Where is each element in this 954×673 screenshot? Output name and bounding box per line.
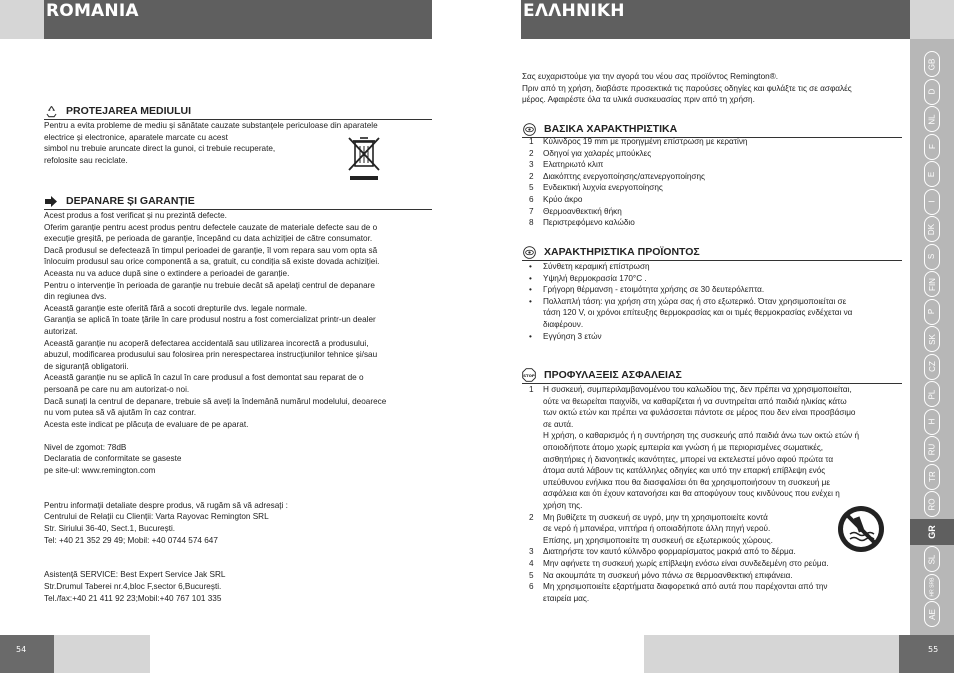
language-tab-sl[interactable] xyxy=(924,546,940,572)
language-tab-label: HR SRB xyxy=(929,577,935,596)
list-item-marker: 4 xyxy=(529,558,534,568)
list-item-text: Μη χρησιμοποιείτε εξαρτήματα διαφορετικά από αυτά που παρέχονται από την εταιρεία μας. xyxy=(543,582,828,603)
list-item xyxy=(529,284,899,296)
language-tab-ro[interactable] xyxy=(924,491,940,517)
list-item xyxy=(529,384,899,430)
no-water-icon xyxy=(836,504,886,554)
language-tab-label: F xyxy=(927,144,937,149)
language-tab-label: H xyxy=(927,418,937,425)
left-page-title: ROMANIA xyxy=(44,0,432,39)
language-tab-label: SL xyxy=(927,554,937,564)
list-item xyxy=(529,206,899,218)
list-item-marker: 1 xyxy=(529,385,534,394)
language-tab-label: E xyxy=(927,171,937,177)
language-tab-h[interactable] xyxy=(924,409,940,435)
list-item-text: Πολλαπλή τάση: για χρήση στη χώρα σας ή στο εξωτερικό. Όταν χρησιμοποιείται σε τάση 120 V, οι χρόνοι επίτευξης θερμοκρασίας και οι τιμές θερμοκρασίας ενδέχεται να διαφέρουν. xyxy=(543,296,853,329)
list-item-marker: 1 xyxy=(529,137,534,146)
language-tab-cz[interactable] xyxy=(924,354,940,380)
list-item-text: Σύνθετη κεραμική επίστρωση xyxy=(543,262,650,271)
language-tab-nl[interactable] xyxy=(924,106,940,132)
list-item xyxy=(529,182,899,194)
language-tab-label: RU xyxy=(927,443,937,455)
list-item-text: Κύλινδρος 19 mm με προηγμένη επίστρωση με κερατίνη xyxy=(543,137,748,146)
list-item-text: Εγγύηση 3 ετών xyxy=(543,331,602,341)
list-item-marker: 2 xyxy=(529,171,534,181)
language-tab-ae[interactable] xyxy=(924,601,940,627)
language-tab-label: RO xyxy=(927,498,937,510)
language-tab-label: D xyxy=(927,88,937,95)
language-tab-gr[interactable] xyxy=(910,519,954,545)
list-item-marker xyxy=(529,430,543,511)
recycle-icon xyxy=(44,104,58,118)
language-tabs xyxy=(910,39,954,635)
language-tab-label: I xyxy=(927,200,937,203)
language-tab-i[interactable] xyxy=(924,189,940,215)
stop-icon-label: STOP xyxy=(523,372,535,378)
list-item-text: Περιστρεφόμενο καλώδιο xyxy=(543,218,635,228)
eye-icon xyxy=(522,122,536,136)
intro-text: Σας ευχαριστούμε για την αγορά του νέου σας προϊόντος Remington®. Πριν από τη χρήση, διαβάστε προσεκτικά τις παρούσες οδηγίες και φυλάξτε τις σε ασφαλές μέρος. Αφαιρέστε όλα τα υλικά συσκευασίας πριν από τη χρήση. xyxy=(522,72,852,105)
env-heading-label: PROTEJAREA MEDIULUI xyxy=(66,105,192,117)
language-tab-ru[interactable] xyxy=(924,436,940,462)
list-item-marker: 3 xyxy=(529,547,534,557)
list-item-text: Κρύο άκρο xyxy=(543,194,583,204)
language-tab-label: SK xyxy=(927,333,937,345)
list-item xyxy=(529,171,899,183)
list-item-marker: 8 xyxy=(529,218,534,228)
language-tab-label: CZ xyxy=(927,361,937,372)
language-tab-dk[interactable] xyxy=(924,216,940,242)
list-item-text: Ελατηριωτό κλιπ xyxy=(543,160,604,170)
list-item-text: Θερμοανθεκτική θήκη xyxy=(543,206,622,216)
language-tab-fin[interactable] xyxy=(924,271,940,297)
language-tab-label: TR xyxy=(927,471,937,482)
language-tab-label: NL xyxy=(927,113,937,125)
language-tab-d[interactable] xyxy=(924,79,940,105)
list-item xyxy=(529,148,899,160)
list-item-marker: 3 xyxy=(529,160,534,170)
language-tab-label: GR xyxy=(927,524,937,539)
list-item xyxy=(529,570,899,582)
language-tab-label: P xyxy=(927,308,937,315)
language-tab-hr-srb[interactable] xyxy=(924,574,940,600)
product-list xyxy=(529,261,899,342)
eye-icon xyxy=(522,245,536,259)
right-page-number: 55 xyxy=(899,635,954,673)
language-tab-label: S xyxy=(927,253,937,260)
list-item-text: Μη βυθίζετε τη συσκευή σε υγρό, μην τη χρησιμοποιείτε κοντά σε νερό ή μπανιέρα, νιπτήρα ή οποιαδήποτε άλλη πηγή νερού. Επίσης, μη χρησιμοποιείτε τη συσκευή σε εξωτερικούς χώρους. xyxy=(543,512,773,545)
list-item xyxy=(529,273,899,285)
features-list xyxy=(529,136,899,229)
warranty-text: Acest produs a fost verificat și nu prezintă defecte. Oferim garanție pentru acest produs pentru defectele cauzate de materiale defecte sau de o execuție greșită, pe perioada de garanție, începând cu data achiziției de către consumator. Dacă produsul se defectează în timpul perioadei de garanție, îl vom repara sau vom opta să înlocuim produsul sau orice componentă a sa, gratuit, cu condiția să existe dovada achiziției. Aceasta nu va aduce după sine o extindere a perioadei de garanție. Pentru o intervenție în perioada de garanție nu trebuie decât să apelați centrul de depanare din regiunea dvs. Această garanție este oferită fără a socoti drepturile dvs. legale normale. Garanția se aplică în toate țările în care produsul nostru a fost comercializat printr-un dealer autorizat. Această garanție nu acoperă defectarea accidentală sau utilizarea incorectă a produsului, abuzul, modificarea produsului sau folosirea prin nerespectarea instrucțiunilor tehnice și/sau de siguranță obligatorii. Această garanție nu se aplică în cazul în care produsul a fost demontat sau reparat de o persoană pe care nu am autorizat-o noi. Dacă sunați la centrul de depanare, trebuie să aveți la îndemână numărul modelului, deoarece nu vom putea să vă ajutăm în caz contrar. Acesta este indicat pe plăcuța de evaluare de pe aparat. Nivel de zgomot: 78dB Declaratia de conformitate se gaseste pe site-ul: www.remington.com Pentru informații detaliate despre produs, vă rugăm să vă adresați : Centrului de Relații cu Clienții: Varta Rayovac Remington SRL Str. Siriului 36-40, Sect.1, București. Tel: +40 21 352 29 49; Mobil: +40 0744 574 647 Asistență SERVICE: Best Expert Service Jak SRL Str.Drumul Taberei nr.4,bloc F,sector 6,București. Tel./fax:+40 21 411 92 23;Mobil:+40 767 101 335 xyxy=(44,211,387,603)
list-item xyxy=(529,217,899,229)
product-heading-label: ΧΑΡΑΚΤΗΡΙΣΤΙΚΑ ΠΡΟΪΟΝΤΟΣ xyxy=(544,246,700,258)
language-tab-p[interactable] xyxy=(924,299,940,325)
list-item xyxy=(529,296,899,331)
list-item-text: Διατηρήστε τον καυτό κύλινδρο φορμαρίσματος μακριά από το δέρμα. xyxy=(543,547,796,557)
language-tab-label: AE xyxy=(927,608,937,620)
list-item-marker: • xyxy=(529,296,532,306)
safety-heading-label: ΠΡΟΦΥΛΑΞΕΙΣ ΑΣΦΑΛΕΙΑΣ xyxy=(544,369,682,381)
list-item-text: Γρήγορη θέρμανση - ετοιμότητα χρήσης σε 30 δευτερόλεπτα. xyxy=(543,285,765,295)
list-item-marker: 5 xyxy=(529,570,534,580)
language-tab-gb[interactable] xyxy=(924,51,940,77)
list-item-marker: 7 xyxy=(529,206,534,216)
language-tab-e[interactable] xyxy=(924,161,940,187)
language-tab-label: GB xyxy=(927,58,937,70)
language-tab-s[interactable] xyxy=(924,244,940,270)
language-tab-pl[interactable] xyxy=(924,381,940,407)
list-item xyxy=(529,194,899,206)
list-item-marker: • xyxy=(529,262,532,271)
language-tab-sk[interactable] xyxy=(924,326,940,352)
list-item-text: Η χρήση, ο καθαρισμός ή η συντήρηση της συσκευής από παιδιά άνω των οκτώ ετών ή οποιοδήποτε άτομο χωρίς εμπειρία και γνώση ή με περιορισμένες σωματικές, αισθητήριες ή διανοητικές ικανότητες, μπορεί να εκτελεστεί μόνο αφού πρώτα τα άτομα αυτά λάβουν τις κατάλληλες οδηγίες και υπό την επαρκή επίβλεψη ενός υπεύθυνου ενήλικα που θα διασφαλίσει ότι θα χρησιμοποιήσουν τη συσκευή με ασφάλεια και ότι έχουν κατανοήσει και θα αποφύγουν τους κινδύνους που ενέχει η χρήση της. xyxy=(543,431,860,510)
list-item-text: Υψηλή θερμοκρασία 170°C . xyxy=(543,273,647,283)
list-item-marker: • xyxy=(529,273,532,283)
list-item-marker: 2 xyxy=(529,148,534,158)
list-item xyxy=(529,159,899,171)
env-heading xyxy=(44,104,432,120)
language-tab-label: DK xyxy=(927,223,937,235)
env-text: Pentru a evita probleme de mediu și sănătate cauzate substanțele periculoase din aparatele electrice și electronice, aparatele marcate cu acest simbol nu trebuie aruncate direct la gunoi, ci trebuie recuperate, refolosite sau reciclate. xyxy=(44,121,378,165)
list-item xyxy=(529,581,899,604)
product-heading xyxy=(522,245,902,261)
language-tab-label: PL xyxy=(927,389,937,399)
list-item xyxy=(529,430,899,511)
list-item-text: Μην αφήνετε τη συσκευή χωρίς επίβλεψη ενόσω είναι συνδεδεμένη στο ρεύμα. xyxy=(543,558,829,568)
warranty-heading-label: DEPANARE ȘI GARANȚIE xyxy=(66,195,195,207)
list-item-text: Διακόπτης ενεργοποίησης/απενεργοποίησης xyxy=(543,171,705,181)
list-item-marker: • xyxy=(529,285,532,295)
safety-list xyxy=(529,384,899,604)
list-item-marker: • xyxy=(529,331,532,341)
list-item xyxy=(529,331,899,343)
list-item-text: Να ακουμπάτε τη συσκευή μόνο πάνω σε θερμοανθεκτική επιφάνεια. xyxy=(543,570,793,580)
list-item-marker: 6 xyxy=(529,582,534,592)
list-item xyxy=(529,136,899,148)
list-item xyxy=(529,261,899,273)
list-item-marker: 2 xyxy=(529,512,534,522)
list-item-marker: 6 xyxy=(529,194,534,204)
warranty-heading xyxy=(44,194,432,210)
stop-icon xyxy=(522,368,536,382)
list-item-marker: 5 xyxy=(529,183,534,193)
list-item-text: Οδηγοί για χαλαρές μπούκλες xyxy=(543,148,652,158)
arrow-right-icon xyxy=(44,194,58,208)
safety-heading xyxy=(522,368,902,384)
list-item xyxy=(529,558,899,570)
list-item-text: Ενδεικτική λυχνία ενεργοποίησης xyxy=(543,183,663,193)
list-item-text: Η συσκευή, συμπεριλαμβανομένου του καλωδίου της, δεν πρέπει να χρησιμοποιείται, ούτε να θεωρείται παιχνίδι, να καθαρίζεται ή να συντηρείται από παιδιά ηλικίας κάτω των οκτώ ετών και πρέπει να φυλάσσεται πάντοτε σε μέρος που δεν είναι προσβάσιμο σε αυτά. xyxy=(543,385,856,429)
language-tab-tr[interactable] xyxy=(924,464,940,490)
weee-bin-icon xyxy=(346,134,382,182)
features-heading-label: ΒΑΣΙΚΑ ΧΑΡΑΚΤΗΡΙΣΤΙΚΑ xyxy=(544,123,678,135)
language-tab-label: FIN xyxy=(927,277,937,291)
language-tab-f[interactable] xyxy=(924,134,940,160)
right-page-title: ΕΛΛΗΝΙΚΗ xyxy=(521,0,910,39)
left-page-number: 54 xyxy=(0,635,54,673)
